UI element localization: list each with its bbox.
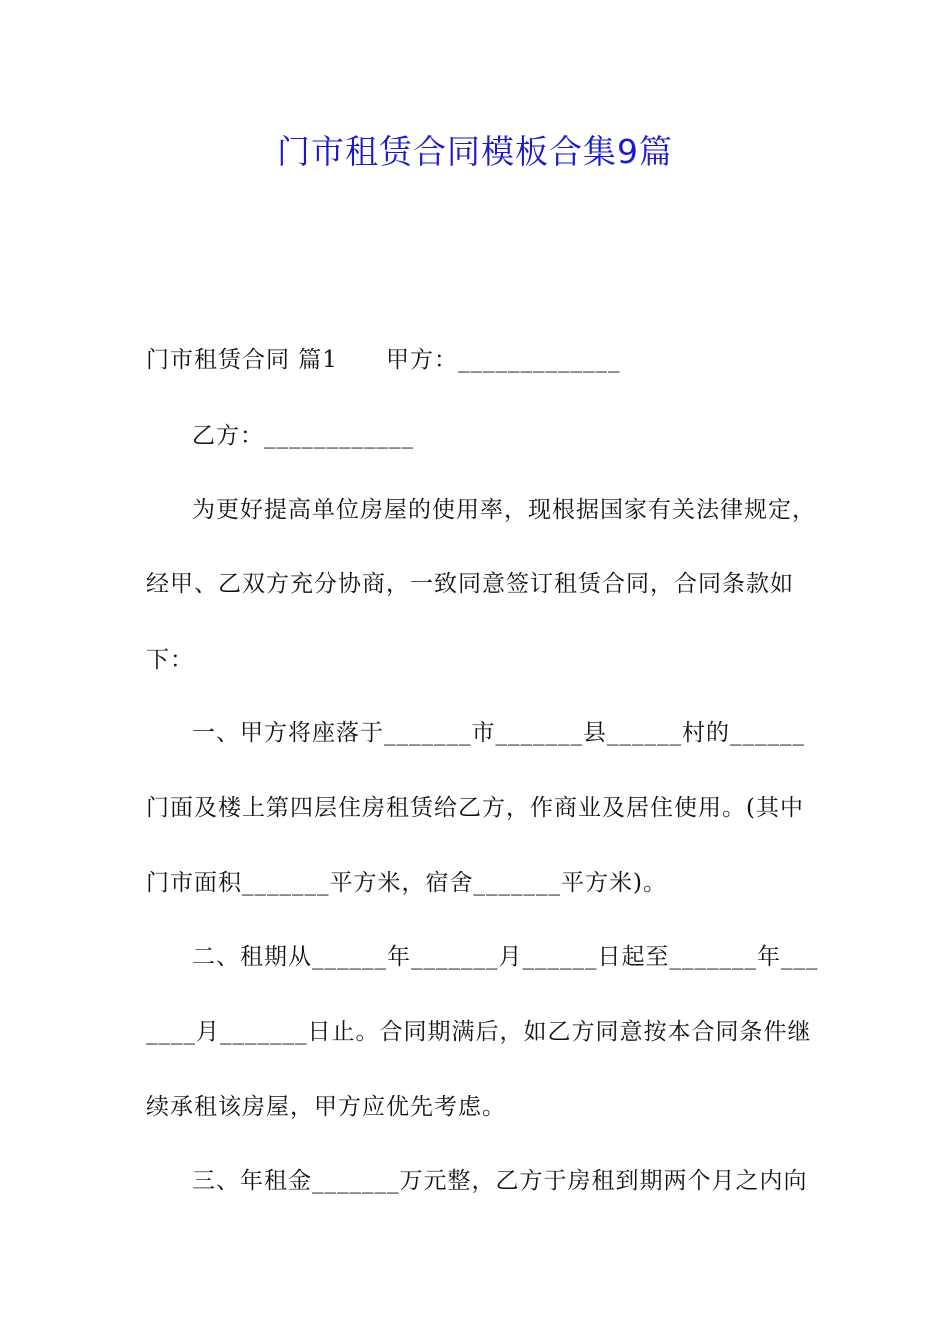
clause-3-line: 三、年租金_______万元整，乙方于房租到期两个月之内向: [192, 1168, 808, 1194]
paragraph-line: 门面及楼上第四层住房租赁给乙方，作商业及居住使用。(其中: [146, 795, 804, 821]
clause-1-line: 一、甲方将座落于_______市_______县______村的______: [192, 720, 805, 746]
party-b-line: 乙方：____________: [192, 423, 414, 449]
document-title: 门市租赁合同模板合集9篇: [277, 132, 673, 171]
paragraph-line: 经甲、乙双方充分协商，一致同意签订租赁合同，合同条款如: [146, 571, 794, 597]
clause-2-line: 二、租期从______年_______月______日起至_______年___: [192, 944, 819, 970]
paragraph-line: ____月_______日止。合同期满后，如乙方同意按本合同条件继: [146, 1019, 812, 1045]
paragraph-line: 续承租该房屋，甲方应优先考虑。: [146, 1094, 506, 1120]
paragraph-line: 门市面积_______平方米，宿舍_______平方米)。: [146, 870, 667, 896]
contract-heading-line: 门市租赁合同 篇1 甲方：_____________: [146, 347, 621, 373]
paragraph-line: 下：: [146, 647, 194, 673]
paragraph-line: 为更好提高单位房屋的使用率，现根据国家有关法律规定，: [192, 497, 816, 523]
